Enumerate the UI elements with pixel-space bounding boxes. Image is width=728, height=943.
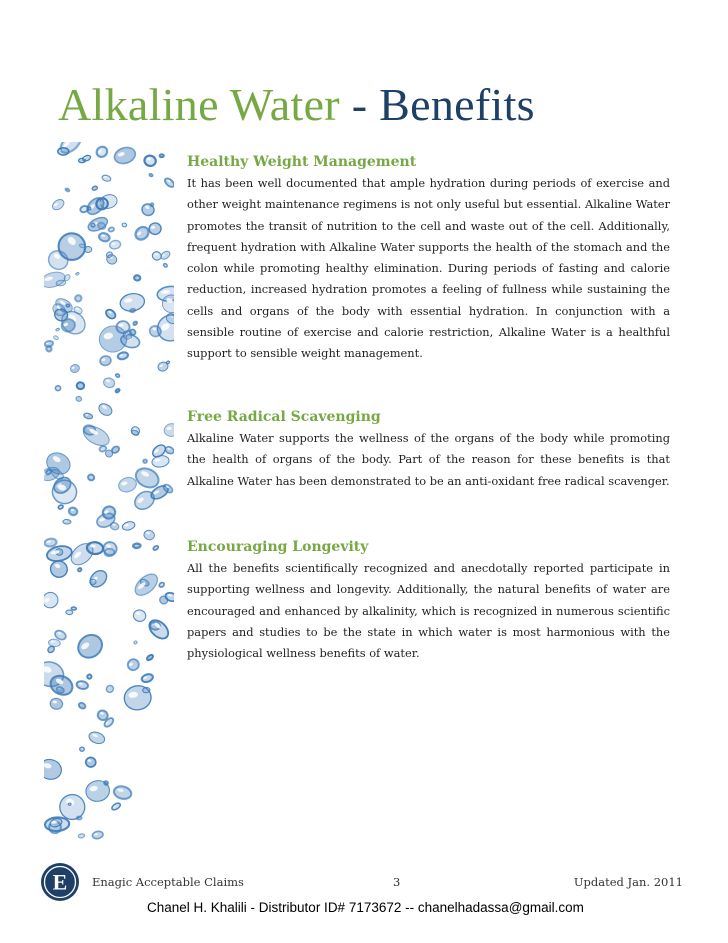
bubble-shape	[89, 579, 96, 585]
bubble-shape	[115, 388, 120, 393]
section-body: All the benefits scientifically recognized and anecdotally reported participate in supporting wellness and longevity. Additionally, the natural benefits of water are encouraged and enhanced by alkalinity, which is recognized in numerous scientific papers and studies to be the state in which water is most harmonious with the physiological wellness benefits of water.	[187, 561, 670, 661]
bubble-shape	[85, 757, 96, 767]
bubble-shape	[55, 328, 59, 332]
bubble-shape	[153, 545, 160, 551]
bubble-shape	[53, 335, 59, 340]
bubble-shape	[98, 232, 111, 243]
bubble-shape	[84, 246, 92, 252]
bubble-shape	[78, 702, 87, 710]
bubble-shape	[86, 215, 109, 234]
bubble-shape	[44, 340, 53, 347]
bubble-shape	[58, 504, 64, 509]
bubble-shape	[105, 684, 115, 694]
bubble-shape	[87, 567, 110, 590]
bubble-shape	[130, 308, 136, 312]
section-heading: Healthy Weight Management	[187, 154, 417, 170]
section-body: It has been well documented that ample hydration during periods of exercise and other weight maintenance regimens is not only useful but essential. Alkaline Water promotes the transit of nutrition to the cell and waste out of the cell. Additionally, frequent hydration with Alkaline Water supports the health of the stomach and the colon while promoting healthy elimination. During periods of fasting and calorie reduction, increased hydration promotes a feeling of fullness while sustaining the cells and organs of the body with essential hydration. In conjunction with a sensible routine of exercise and calorie restriction, Alkaline Water is a healthful support to sensible weight management.	[187, 176, 670, 361]
bubble-shape	[78, 833, 85, 838]
bubble-shape	[66, 610, 73, 615]
bubble-shape	[141, 673, 154, 684]
bubble-shape	[133, 543, 141, 548]
bubble-shape	[163, 177, 174, 189]
section-body: Alkaline Water supports the wellness of the organs of the body while promoting the health of organs of the body. Part of the reason for these benefits is that Alkaline Water has been demonstrated to be an anti-oxidant free radical scavenger.	[187, 431, 670, 488]
bubble-shape	[143, 154, 157, 167]
bubble-shape	[44, 589, 61, 611]
bubble-shape	[150, 203, 154, 207]
section-heading: Free Radical Scavenging	[187, 409, 381, 425]
bubble-shape	[158, 582, 165, 588]
bubble-shape	[71, 607, 76, 610]
bubble-shape	[82, 154, 92, 162]
bubble-shape	[102, 377, 116, 390]
bubble-shape	[160, 154, 164, 157]
logo-letter: E	[52, 869, 68, 895]
bubble-shape	[115, 373, 120, 378]
bubble-shape	[108, 227, 115, 232]
bubble-shape	[132, 609, 147, 623]
bubble-shape	[121, 520, 135, 531]
bubble-shape	[122, 223, 127, 228]
bubble-shape	[79, 747, 84, 752]
bubble-shape	[44, 757, 64, 782]
bubble-shape	[86, 541, 103, 554]
bubble-shape	[77, 567, 82, 572]
bubble-shape	[75, 272, 79, 276]
bubble-shape	[133, 224, 151, 242]
bubble-shape	[50, 477, 79, 506]
bubble-shape	[149, 173, 153, 177]
bubble-shape	[131, 570, 161, 599]
bubble-shape	[74, 294, 83, 303]
bubble-shape	[133, 640, 137, 644]
bubble-shape	[159, 250, 171, 261]
bubble-shape	[112, 145, 137, 166]
bubble-shape	[55, 386, 60, 391]
bubble-shape	[83, 412, 93, 419]
bubble-shape	[111, 802, 122, 811]
bubble-shape	[44, 270, 67, 291]
bubble-shape	[68, 803, 71, 805]
bubble-shape	[143, 459, 147, 463]
bubble-shape	[109, 239, 122, 250]
bubble-shape	[143, 529, 156, 541]
bubble-shape	[69, 363, 80, 374]
bubble-shape	[142, 687, 150, 693]
page-number: 3	[393, 875, 401, 889]
bubble-shape	[68, 507, 78, 517]
bubble-shape	[65, 188, 70, 192]
bubble-shape	[51, 197, 66, 211]
bubble-shape	[87, 730, 106, 746]
bubble-shape	[86, 674, 92, 680]
bubble-shape	[92, 830, 104, 839]
bubble-shape	[44, 538, 57, 547]
bubble-shape	[76, 382, 84, 390]
bubble-shape	[126, 657, 142, 673]
footer-left-label: Enagic Acceptable Claims	[92, 875, 244, 889]
bubble-shape	[146, 654, 154, 661]
bubble-shape	[163, 263, 168, 268]
bubble-shape	[134, 275, 141, 281]
section-longevity	[187, 537, 670, 664]
bubble-shape	[113, 785, 133, 801]
bubble-shape	[87, 474, 95, 482]
section-free-radical	[187, 407, 670, 492]
bubble-shape	[74, 630, 107, 662]
bubble-shape	[148, 222, 162, 236]
bubble-shape	[117, 475, 138, 494]
section-heading: Encouraging Longevity	[187, 539, 369, 555]
title-alkaline-water: Alkaline Water	[58, 79, 340, 130]
bubble-shape	[99, 355, 112, 367]
bubble-shape	[133, 321, 138, 326]
bubble-shape	[91, 223, 95, 227]
bubble-shape	[104, 308, 117, 321]
bubble-shape	[101, 174, 111, 182]
bubble-shape	[95, 145, 110, 159]
bubble-shape	[92, 186, 98, 191]
distributor-info: Chanel H. Khalili - Distributor ID# 7173672 -- chanelhadassa@gmail.com	[147, 900, 584, 915]
bubble-shape	[146, 617, 172, 642]
bubble-shape	[63, 519, 71, 524]
section-weight-management	[187, 152, 670, 365]
bubble-shape	[50, 698, 64, 710]
bubble-shape	[97, 401, 114, 417]
page-title	[58, 78, 535, 132]
bubble-shape	[48, 639, 60, 647]
bubble-shape	[163, 423, 174, 438]
bubble-shape	[76, 680, 89, 690]
bubble-shape	[76, 396, 82, 402]
page-footer	[40, 860, 690, 904]
bubble-shape	[117, 351, 129, 360]
bubble-shape	[77, 816, 82, 819]
footer-updated-date: Updated Jan. 2011	[573, 875, 683, 889]
enagic-logo-icon	[40, 862, 80, 902]
water-bubbles-image	[44, 142, 174, 842]
title-benefits: - Benefits	[339, 79, 535, 130]
